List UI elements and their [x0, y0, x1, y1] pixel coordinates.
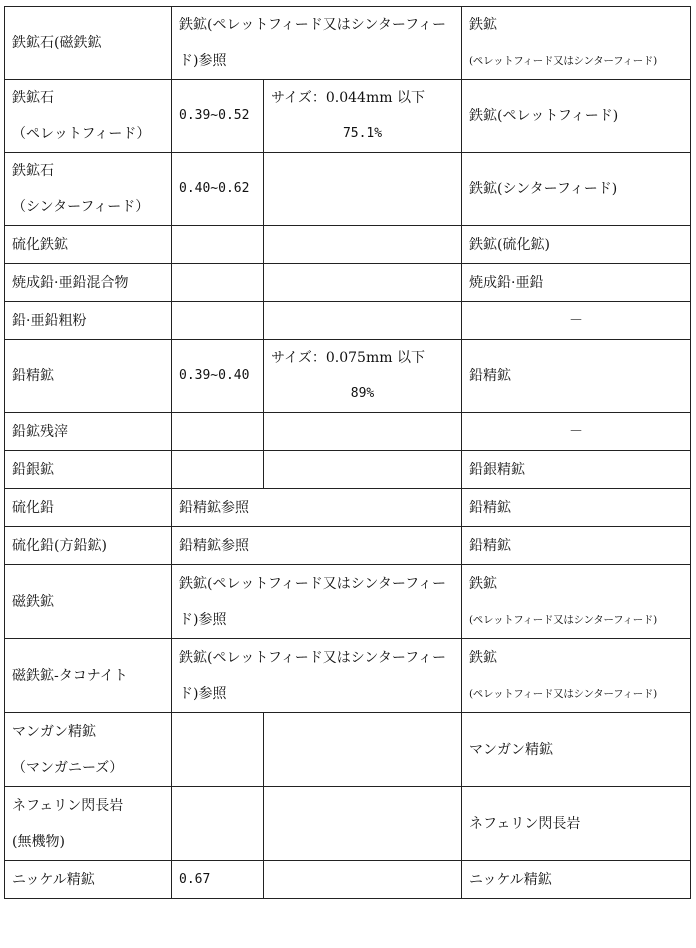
table-row — [5, 565, 691, 639]
note-cell — [264, 226, 462, 264]
material-cell: 硫化鉛 — [5, 489, 172, 527]
table-row — [5, 713, 691, 787]
note-cell — [264, 80, 462, 153]
note-cell: 鉛精鉱参照 — [172, 527, 462, 565]
reference-cell: ニッケル精鉱 — [462, 861, 691, 899]
material-cell — [5, 80, 172, 153]
reference-top: 鉄鉱 — [469, 575, 498, 592]
table-row — [5, 340, 691, 413]
reference-cell: ネフェリン閃長岩 — [462, 787, 691, 861]
material-line1: 鉄鉱石 — [12, 163, 54, 179]
note-cell — [264, 302, 462, 340]
reference-cell — [462, 565, 691, 639]
table-row — [5, 7, 691, 80]
table-row — [5, 451, 691, 489]
material-line1: 鉄鉱石 — [12, 90, 54, 106]
reference-top: 鉄鉱 — [469, 17, 498, 33]
value-cell — [172, 451, 264, 489]
note-cell — [264, 787, 462, 861]
note-cell: 鉛精鉱参照 — [172, 489, 462, 527]
table-row — [5, 489, 691, 527]
value-cell — [172, 264, 264, 302]
note-cell — [264, 713, 462, 787]
material-cell: 鉛銀鉱 — [5, 451, 172, 489]
material-line2: （シンターフィード） — [12, 199, 150, 215]
material-cell — [5, 713, 172, 787]
material-cell: 鉛精鉱 — [5, 340, 172, 413]
table-row — [5, 639, 691, 713]
value-cell — [172, 713, 264, 787]
reference-cell: 鉛精鉱 — [462, 489, 691, 527]
table-row — [5, 226, 691, 264]
note-line2: 89% — [350, 386, 375, 401]
material-line2: (無機物) — [12, 833, 65, 850]
reference-cell — [462, 302, 691, 340]
note-line2: 75.1% — [342, 126, 383, 141]
reference-bottom: (ペレットフィード又はシンターフィード) — [469, 687, 657, 700]
note-cell — [264, 451, 462, 489]
reference-cell: 鉛精鉱 — [462, 340, 691, 413]
note-cell: 鉄鉱(ペレットフィード又はシンターフィード)参照 — [172, 565, 462, 639]
material-line1: ネフェリン閃長岩 — [12, 797, 124, 814]
value-cell — [172, 226, 264, 264]
material-cell: 焼成鉛·亜鉛混合物 — [5, 264, 172, 302]
material-cell — [5, 153, 172, 226]
table-row — [5, 527, 691, 565]
note-cell — [264, 861, 462, 899]
material-line2: （マンガニーズ） — [12, 759, 124, 776]
reference-top: 鉄鉱 — [469, 649, 498, 666]
note-cell — [264, 264, 462, 302]
reference-cell: 鉄鉱(シンターフィード) — [462, 153, 691, 226]
material-cell: 硫化鉄鉱 — [5, 226, 172, 264]
value-cell — [172, 787, 264, 861]
value-cell: 0.39~0.40 — [172, 340, 264, 413]
table-row — [5, 861, 691, 899]
table-row — [5, 302, 691, 340]
reference-cell: 鉄鉱(硫化鉱) — [462, 226, 691, 264]
table-row — [5, 264, 691, 302]
note-line1: サイズ：0.075mm 以下 — [271, 350, 425, 366]
material-cell: 鉄鉱石(磁鉄鉱 — [5, 7, 172, 80]
note-cell — [264, 340, 462, 413]
table-row — [5, 153, 691, 226]
value-cell: 0.40~0.62 — [172, 153, 264, 226]
cargo-table — [4, 6, 691, 899]
material-line1: マンガン精鉱 — [12, 723, 96, 740]
reference-cell — [462, 413, 691, 451]
value-cell: 0.39~0.52 — [172, 80, 264, 153]
table-row — [5, 787, 691, 861]
reference-dash: － — [569, 312, 584, 329]
reference-cell — [462, 639, 691, 713]
note-cell: 鉄鉱(ペレットフィード又はシンターフィード)参照 — [172, 639, 462, 713]
reference-cell — [462, 7, 691, 80]
note-cell — [264, 153, 462, 226]
material-cell: 硫化鉛(方鉛鉱) — [5, 527, 172, 565]
material-cell — [5, 787, 172, 861]
material-cell: 磁鉄鉱 — [5, 565, 172, 639]
table-row — [5, 80, 691, 153]
reference-dash: － — [569, 423, 584, 440]
note-line1: サイズ：0.044mm 以下 — [271, 90, 425, 106]
material-cell: 鉛·亜鉛粗粉 — [5, 302, 172, 340]
reference-bottom: (ペレットフィード又はシンターフィード) — [469, 55, 657, 67]
reference-cell: 鉛銀精鉱 — [462, 451, 691, 489]
reference-cell: 鉄鉱(ペレットフィード) — [462, 80, 691, 153]
value-cell: 0.67 — [172, 861, 264, 899]
note-cell — [264, 413, 462, 451]
table-row — [5, 413, 691, 451]
material-cell: 磁鉄鉱-タコナイト — [5, 639, 172, 713]
material-line2: （ペレットフィード） — [12, 126, 151, 142]
reference-cell: 鉛精鉱 — [462, 527, 691, 565]
value-cell — [172, 302, 264, 340]
value-cell — [172, 413, 264, 451]
reference-cell: マンガン精鉱 — [462, 713, 691, 787]
note-cell: 鉄鉱(ペレットフィード又はシンターフィード)参照 — [172, 7, 462, 80]
reference-cell: 焼成鉛·亜鉛 — [462, 264, 691, 302]
material-cell: 鉛鉱残滓 — [5, 413, 172, 451]
material-cell: ニッケル精鉱 — [5, 861, 172, 899]
reference-bottom: (ペレットフィード又はシンターフィード) — [469, 613, 657, 626]
